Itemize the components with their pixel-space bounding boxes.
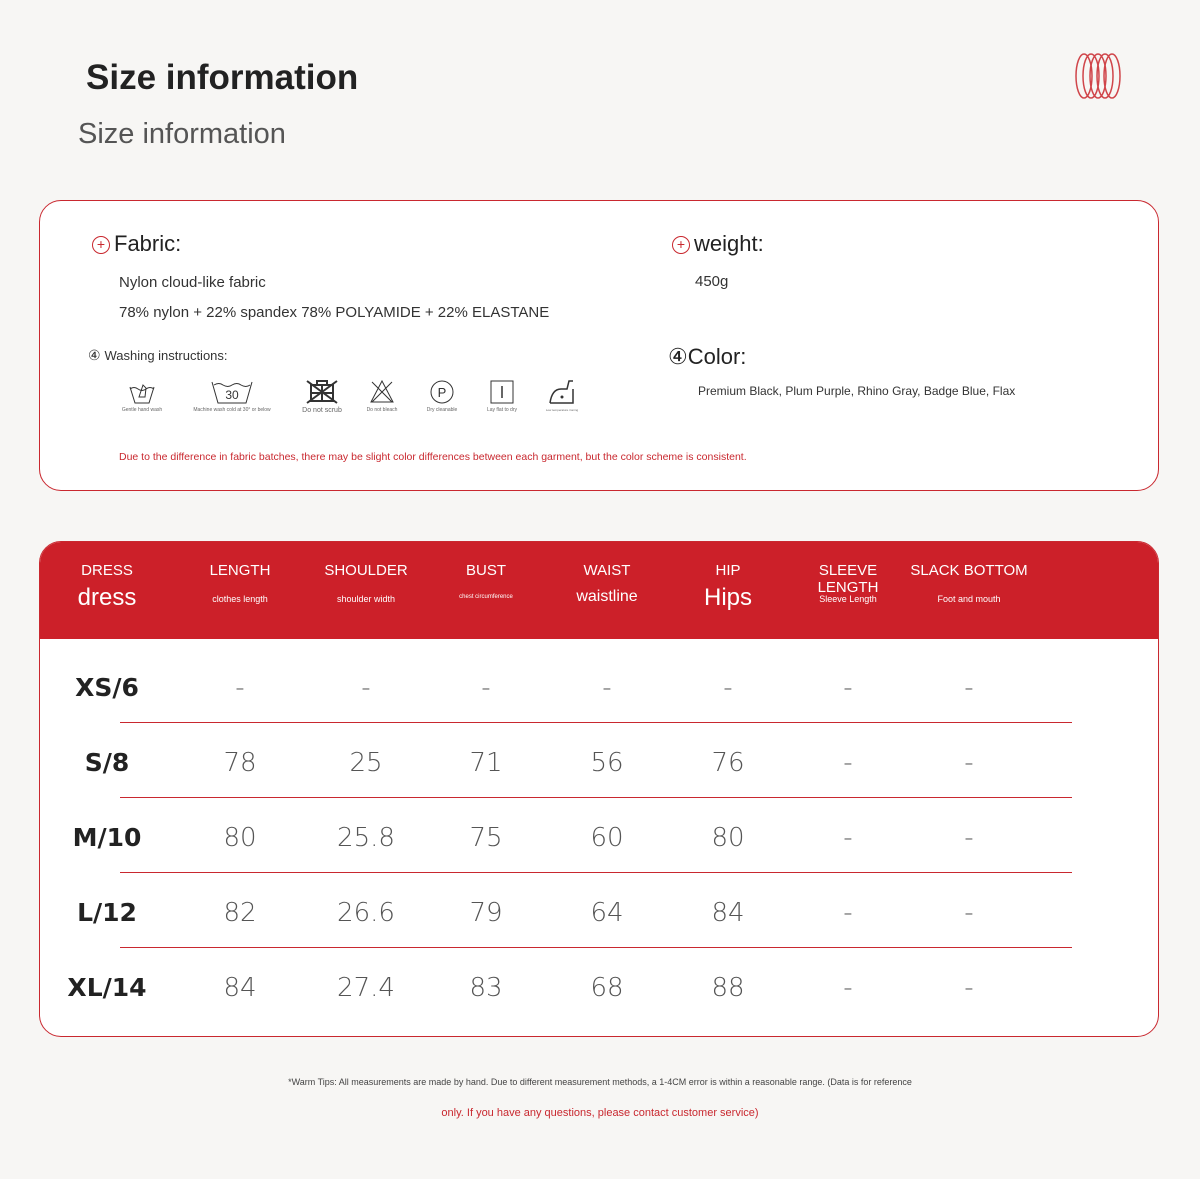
warm-tips: *Warm Tips: All measurements are made by hand. Due to different measurement methods, a 1-4CM error is within a reasonable range. (Data is for reference xyxy=(288,1077,912,1087)
column-header xyxy=(909,562,1029,604)
fabric-heading xyxy=(92,231,181,257)
measurement-cell: - xyxy=(602,673,612,703)
measurement-cell: - xyxy=(843,973,853,1003)
page-subtitle: Size information xyxy=(78,118,286,150)
column-header-en: WAIST xyxy=(583,562,631,579)
measurement-cell: 84 xyxy=(711,898,745,928)
dry-clean-icon: P Dry cleanable xyxy=(412,379,472,414)
column-header xyxy=(547,562,667,606)
column-header-sub: Foot and mouth xyxy=(937,594,1001,604)
page-title: Size information xyxy=(86,58,359,97)
measurement-cell: - xyxy=(235,673,245,703)
column-header-en: BUST xyxy=(465,562,506,579)
svg-text:P: P xyxy=(437,385,447,400)
column-header-en: SLACK BOTTOM xyxy=(910,562,1028,579)
measurement-cell: 83 xyxy=(469,973,503,1003)
measurement-cell: - xyxy=(843,673,853,703)
measurement-cell: - xyxy=(843,748,853,778)
plus-circle-icon: + xyxy=(672,236,690,254)
weight-label: weight: xyxy=(694,231,764,256)
column-header-sub: Sleeve Length xyxy=(819,594,877,604)
washing-heading: ④ Washing instructions: xyxy=(88,347,228,363)
do-not-bleach-icon: Do not bleach xyxy=(352,379,412,414)
fabric-info-card xyxy=(39,200,1159,491)
color-value: Premium Black, Plum Purple, Rhino Gray, Badge Blue, Flax xyxy=(698,384,1016,398)
measurement-cell: - xyxy=(964,748,974,778)
do-not-scrub-icon: Do not scrub xyxy=(292,379,352,414)
measurement-cell: - xyxy=(481,673,491,703)
measurement-cell: 75 xyxy=(469,823,503,853)
table-row xyxy=(67,947,1072,1022)
column-header xyxy=(47,562,167,612)
column-header-sub: Hips xyxy=(703,584,752,611)
column-header-sub: shoulder width xyxy=(336,594,396,604)
measurement-cell: 80 xyxy=(223,823,257,853)
table-row xyxy=(77,872,1072,948)
measurement-cell: 78 xyxy=(223,748,257,778)
hand-wash-icon: Gentle hand wash xyxy=(112,379,172,414)
lay-flat-icon: Lay flat to dry xyxy=(472,379,532,414)
measurement-cell: - xyxy=(964,973,974,1003)
column-header-en: LENGTH xyxy=(209,562,271,579)
table-header xyxy=(40,542,1158,639)
machine-wash-30-icon: 30 Machine wash cold at 30° or below xyxy=(172,379,292,414)
fabric-composition: 78% nylon + 22% spandex 78% POLYAMIDE + 22% ELASTANE xyxy=(119,304,550,321)
measurement-cell: 56 xyxy=(590,748,624,778)
washing-icons xyxy=(112,379,592,414)
column-header-en: SLEEVE LENGTH xyxy=(817,562,879,596)
measurement-cell: - xyxy=(964,823,974,853)
color-label: Color: xyxy=(687,344,747,369)
color-heading: ④Color: xyxy=(668,344,747,369)
measurement-cell: 25.8 xyxy=(337,823,395,853)
measurement-cell: 79 xyxy=(469,898,503,928)
size-table xyxy=(39,541,1159,1037)
size-label: M/10 xyxy=(72,823,142,852)
measurement-cell: - xyxy=(723,673,733,703)
measurement-cell: 64 xyxy=(590,898,624,928)
color-note: Due to the difference in fabric batches, there may be slight color differences between each garment, but the color scheme is consistent. xyxy=(119,451,747,463)
low-temp-iron-icon: Low temperature ironing xyxy=(532,379,592,414)
measurement-cell: 27.4 xyxy=(337,973,395,1003)
measurement-cell: 84 xyxy=(223,973,257,1003)
fabric-name: Nylon cloud-like fabric xyxy=(119,274,266,291)
plus-circle-icon: + xyxy=(92,236,110,254)
column-header xyxy=(788,562,908,604)
weight-heading xyxy=(672,231,764,257)
table-row xyxy=(72,797,1072,873)
measurement-cell: - xyxy=(964,898,974,928)
column-header xyxy=(426,562,546,600)
column-header xyxy=(668,562,788,612)
measurement-cell: 26.6 xyxy=(337,898,395,928)
measurement-cell: 76 xyxy=(711,748,745,778)
measurement-cell: 71 xyxy=(469,748,503,778)
size-label: L/12 xyxy=(77,898,137,927)
measurement-cell: 60 xyxy=(590,823,624,853)
logo-icon xyxy=(1074,52,1122,100)
measurement-cell: 80 xyxy=(711,823,745,853)
column-header xyxy=(306,562,426,604)
column-header-sub: clothes length xyxy=(212,594,268,604)
measurement-cell: 68 xyxy=(590,973,624,1003)
table-row xyxy=(84,722,1072,798)
svg-text:30: 30 xyxy=(225,388,239,402)
column-header-sub: dress xyxy=(77,584,137,611)
size-label: XS/6 xyxy=(75,673,139,702)
column-header-sub: chest circumference xyxy=(459,594,513,600)
measurement-cell: - xyxy=(843,823,853,853)
fabric-label: Fabric: xyxy=(114,231,182,256)
column-header xyxy=(180,562,300,604)
column-header-sub: waistline xyxy=(576,588,638,605)
table-row xyxy=(75,647,1072,723)
weight-value: 450g xyxy=(695,273,729,290)
washing-label: Washing instructions: xyxy=(104,348,228,363)
measurement-cell: - xyxy=(964,673,974,703)
measurement-cell: - xyxy=(843,898,853,928)
column-header-en: HIP xyxy=(715,562,741,579)
column-header-en: DRESS xyxy=(81,562,133,579)
column-header-en: SHOULDER xyxy=(324,562,408,579)
measurement-cell: 82 xyxy=(223,898,257,928)
size-label: XL/14 xyxy=(67,973,147,1002)
warm-tips-contact: only. If you have any questions, please contact customer service) xyxy=(441,1107,759,1119)
size-label: S/8 xyxy=(84,748,130,777)
measurement-cell: 25 xyxy=(349,748,383,778)
measurement-cell: - xyxy=(361,673,371,703)
measurement-cell: 88 xyxy=(711,973,745,1003)
